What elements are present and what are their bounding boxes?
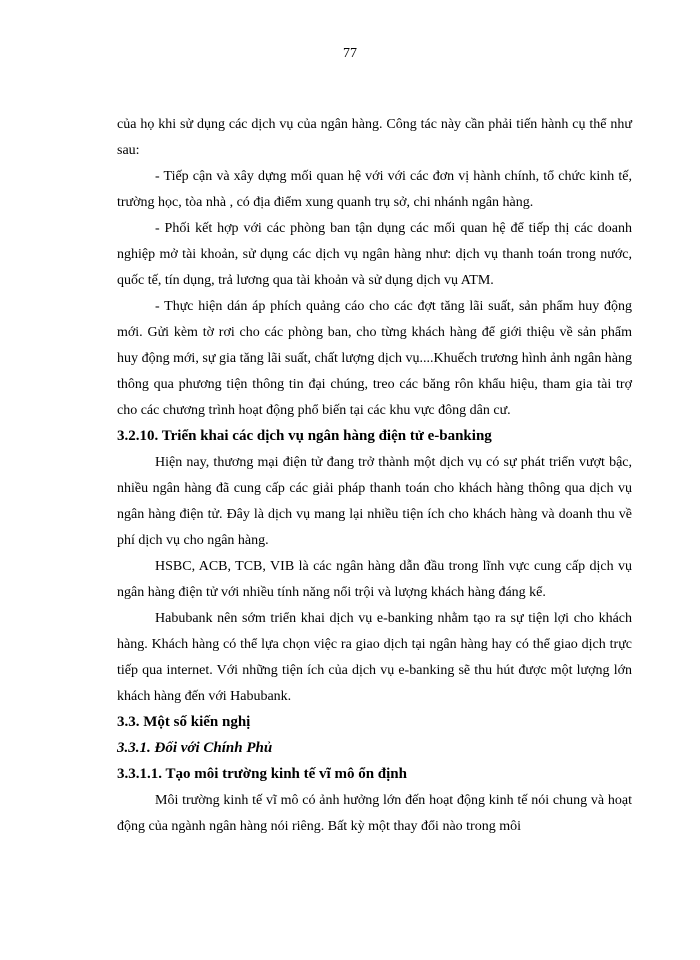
paragraph: Hiện nay, thương mại điện tử đang trở thành một dịch vụ có sự phát triển vượt bậc, nhiều ngân hàng đã cung cấp các giải pháp thanh toán cho khách hàng thông qua dịch vụ ngân hàng điện tử. Đây là dịch vụ mang lại nhiều tiện ích cho khách hàng và doanh thu về phí dịch vụ cho ngân hàng. xyxy=(117,455,632,548)
paragraph: HSBC, ACB, TCB, VIB là các ngân hàng dẫn đầu trong lĩnh vực cung cấp dịch vụ ngân hàng điện tử với nhiều tính năng nổi trội và lượng khách hàng đáng kể. xyxy=(117,559,632,600)
paragraph: của họ khi sử dụng các dịch vụ của ngân hàng. Công tác này cần phải tiến hành cụ thể như sau: xyxy=(117,117,632,158)
section-heading-3-3-1: 3.3.1. Đối với Chính Phủ xyxy=(117,740,273,756)
document-body xyxy=(117,112,632,840)
page-number: 77 xyxy=(343,46,357,61)
section-heading-3-3-1-1: 3.3.1.1. Tạo môi trường kinh tế vĩ mô ổn định xyxy=(117,766,407,782)
section-heading-3-3: 3.3. Một số kiến nghị xyxy=(117,714,251,730)
section-heading-3-2-10: 3.2.10. Triển khai các dịch vụ ngân hàng điện tử e-banking xyxy=(117,428,492,444)
bullet-paragraph: - Thực hiện dán áp phích quảng cáo cho các đợt tăng lãi suất, sản phẩm huy động mới. Gửi kèm tờ rơi cho các phòng ban, cho từng khách hàng để giới thiệu về sản phẩm huy động mới, sự gia tăng lãi suất, chất lượng dịch vụ....Khuếch trương hình ảnh ngân hàng thông qua phương tiện thông tin đại chúng, treo các băng rôn khẩu hiệu, tham gia tài trợ cho các chương trình hoạt động phổ biến tại các khu vực đông dân cư. xyxy=(117,299,632,418)
paragraph: Môi trường kinh tế vĩ mô có ảnh hưởng lớn đến hoạt động kinh tế nói chung và hoạt động của ngành ngân hàng nói riêng. Bất kỳ một thay đổi nào trong môi xyxy=(117,793,632,834)
paragraph: Habubank nên sớm triển khai dịch vụ e-banking nhằm tạo ra sự tiện lợi cho khách hàng. Khách hàng có thể lựa chọn việc ra giao dịch tại ngân hàng hay có thể giao dịch trực tiếp qua internet. Với những tiện ích của dịch vụ e-banking sẽ thu hút được một lượng lớn khách hàng đến với Habubank. xyxy=(117,611,632,704)
bullet-paragraph: - Tiếp cận và xây dựng mối quan hệ với với các đơn vị hành chính, tổ chức kinh tế, trường học, tòa nhà , có địa điểm xung quanh trụ sở, chi nhánh ngân hàng. xyxy=(117,169,632,210)
bullet-paragraph: - Phối kết hợp với các phòng ban tận dụng các mối quan hệ để tiếp thị các doanh nghiệp mở tài khoản, sử dụng các dịch vụ ngân hàng như: dịch vụ thanh toán trong nước, quốc tế, tín dụng, trả lương qua tài khoản và sử dụng dịch vụ ATM. xyxy=(117,221,632,288)
